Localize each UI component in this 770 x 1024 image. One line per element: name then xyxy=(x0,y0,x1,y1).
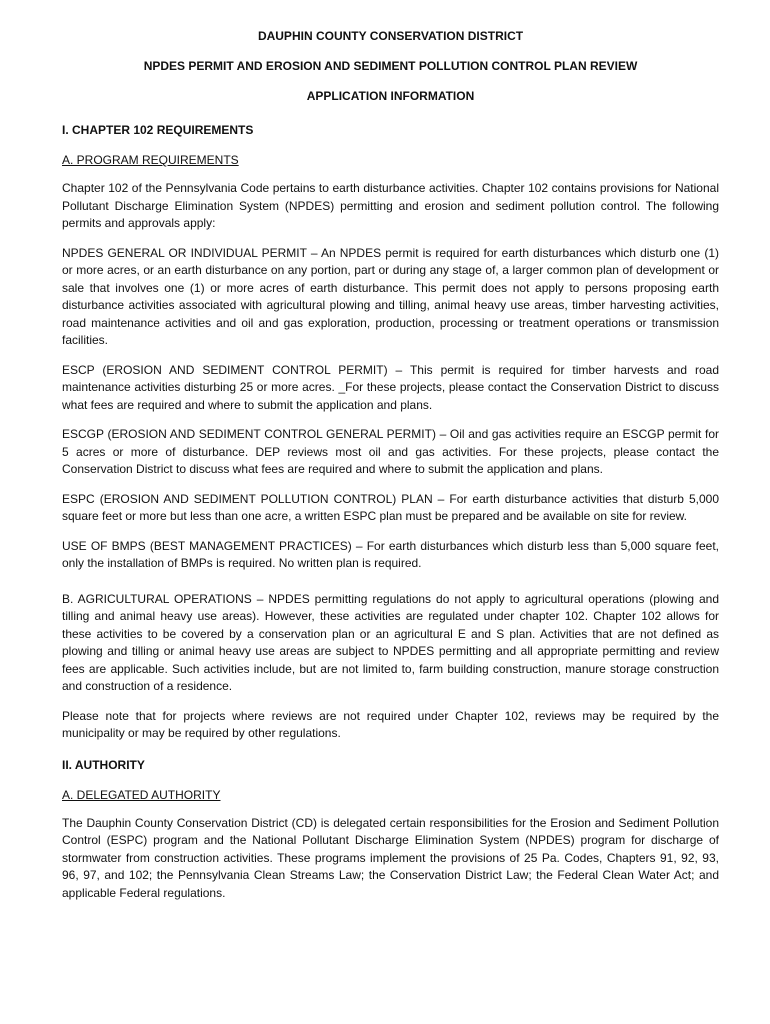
section-heading-chapter-102: I. CHAPTER 102 REQUIREMENTS xyxy=(62,123,254,137)
paragraph-escgp: ESCGP (EROSION AND SEDIMENT CONTROL GENERAL PERMIT) – Oil and gas activities require an ESCGP permit for 5 acres or more of disturbance. DEP reviews most oil and gas activities. For these projects, please contact the Conservation District to discuss what fees are required and where to submit the application and plans. xyxy=(62,427,719,476)
paragraph-delegated-authority: The Dauphin County Conservation District (CD) is delegated certain responsibilities for the Erosion and Sediment Pollution Control (ESPC) program and the National Pollutant Discharge Elimination System (NPDES) program for discharge of stormwater from construction activities. These programs implement the provisions of 25 Pa. Codes, Chapters 91, 92, 93, 96, 97, and 102; the Pennsylvania Clean Streams Law; the Conservation District Law; the Federal Clean Water Act; and applicable Federal regulations. xyxy=(62,815,719,900)
paragraph-espc-plan: ESPC (EROSION AND SEDIMENT POLLUTION CONTROL) PLAN – For earth disturbance activities that disturb 5,000 square feet or more but less than one acre, a written ESPC plan must be prepared and be available on site for review. xyxy=(62,491,719,523)
paragraph-npdes-permit: NPDES GENERAL OR INDIVIDUAL PERMIT – An NPDES permit is required for earth disturbances which disturb one (1) or more acres, or an earth disturbance on any portion, part or during any stage of, a larger common plan of development or sale that involves one (1) or more acres of earth disturbance. This permit does not apply to persons proposing earth disturbance activities associated with agricultural plowing and tilling, animal heavy use areas, timber harvesting activities, road maintenance activities and oil and gas exploration, production, processing or treatment operations or transmission facilities. xyxy=(62,245,719,347)
paragraph-intro: Chapter 102 of the Pennsylvania Code pertains to earth disturbance activities. Chapter 102 contains provisions for National Pollutant Discharge Elimination System (NPDES) permitting and erosion and sediment pollution control. The following permits and approvals apply: xyxy=(62,181,719,230)
paragraph-bmps: USE OF BMPS (BEST MANAGEMENT PRACTICES) – For earth disturbances which disturb less than 5,000 square feet, only the installation of BMPs is required. No written plan is required. xyxy=(62,538,719,570)
paragraph-note: Please note that for projects where reviews are not required under Chapter 102, reviews may be required by the municipality or may be required by other regulations. xyxy=(62,708,719,740)
document-page xyxy=(62,28,719,902)
document-title-district: DAUPHIN COUNTY CONSERVATION DISTRICT xyxy=(257,29,524,43)
section-heading-authority: II. AUTHORITY xyxy=(62,757,145,772)
paragraph-agricultural-operations: B. AGRICULTURAL OPERATIONS – NPDES permitting regulations do not apply to agricultural operations (plowing and tilling and animal heavy use areas). However, these activities are regulated under chapter 102. Chapter 102 allows for these activities to be covered by a conservation plan or an agricultural E and S plan. Activities that are not defined as plowing and tilling or animal heavy use areas are subject to NPDES permitting and all appropriate permitting and review fees are applicable. Such activities include, but are not limited to, farm building construction, manure storage construction and construction of a residence. xyxy=(62,591,719,693)
subheading-program-requirements: A. PROGRAM REQUIREMENTS xyxy=(62,153,239,167)
subheading-delegated-authority: A. DELEGATED AUTHORITY xyxy=(62,787,221,802)
document-title-review: NPDES PERMIT AND EROSION AND SEDIMENT POLLUTION CONTROL PLAN REVIEW xyxy=(143,59,638,73)
paragraph-escp: ESCP (EROSION AND SEDIMENT CONTROL PERMIT) – This permit is required for timber harvests and road maintenance activities disturbing 25 or more acres. _For these projects, please contact the Conservation District to discuss what fees are required and where to submit the application and plans. xyxy=(62,362,719,412)
document-title-application: APPLICATION INFORMATION xyxy=(306,89,475,103)
